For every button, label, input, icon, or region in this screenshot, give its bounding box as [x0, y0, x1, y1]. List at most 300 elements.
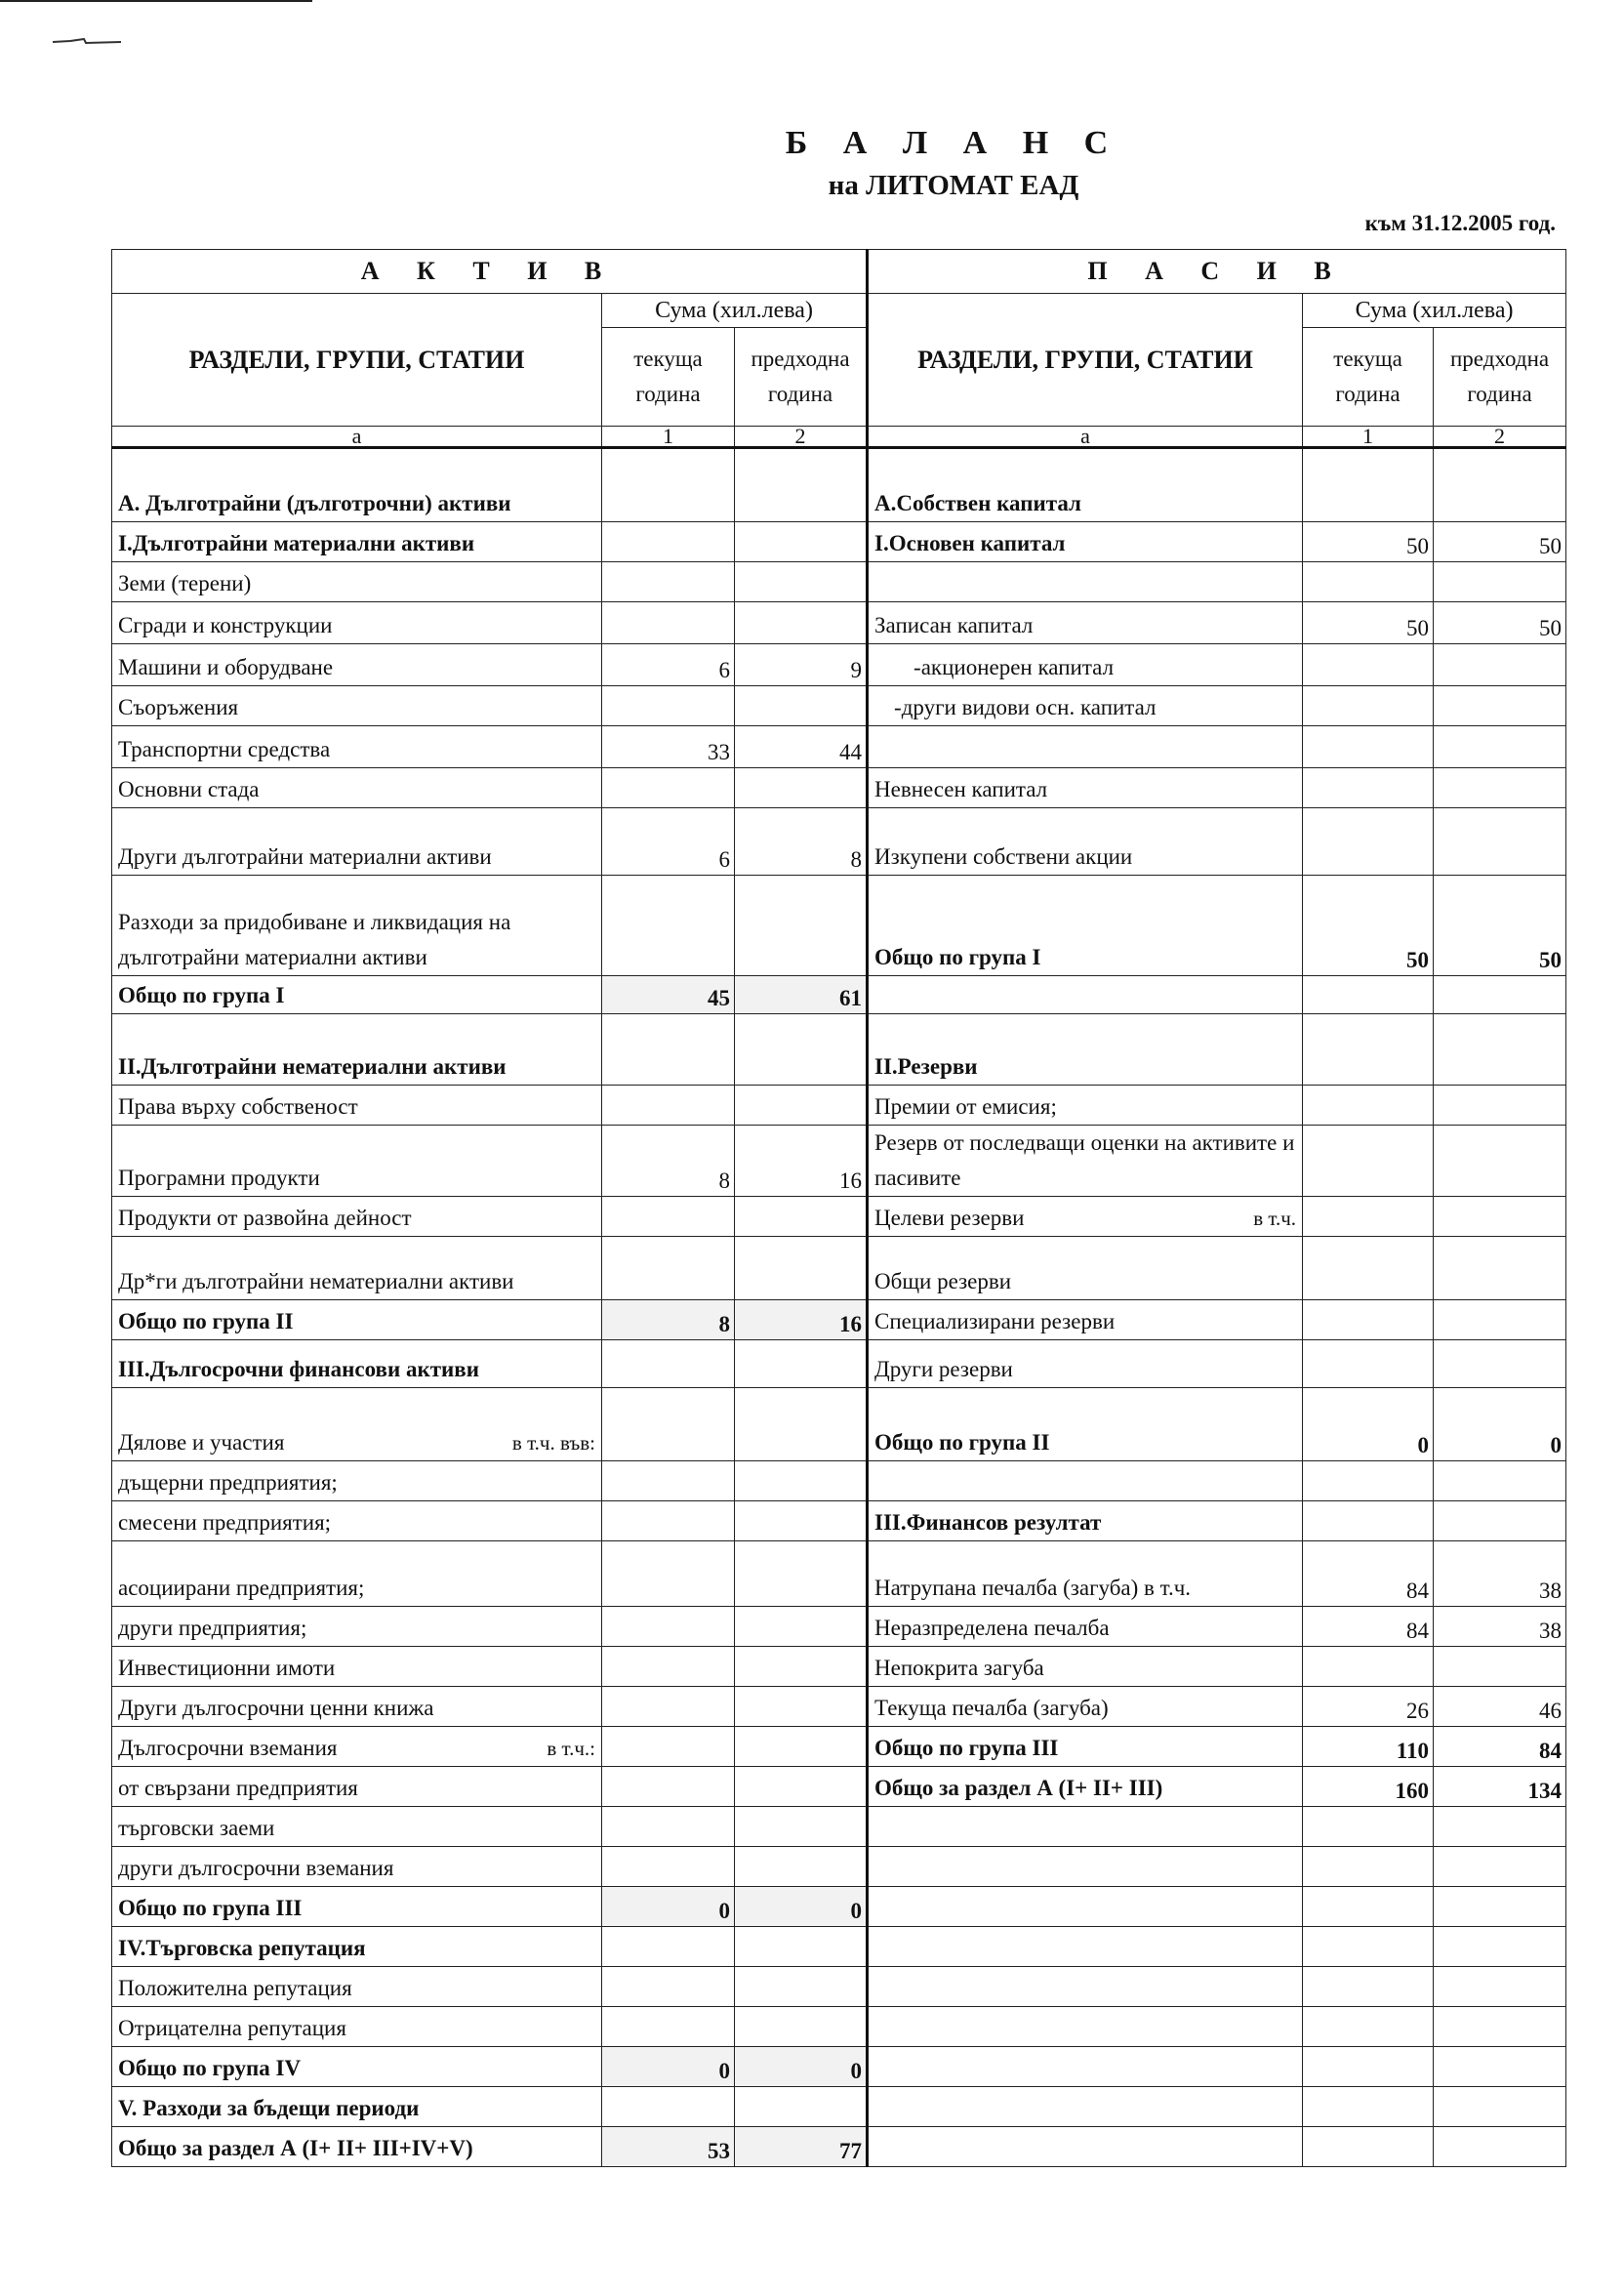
aktiv-previous-value: [735, 1340, 868, 1388]
pasiv-previous-value: [1434, 1501, 1566, 1541]
aktiv-label-text: V. Разходи за бъдещи периоди: [118, 2096, 420, 2120]
aktiv-label-text: Общо за раздел А (I+ II+ III+IV+V): [118, 2136, 473, 2160]
aktiv-label-text: асоциирани предприятия;: [118, 1576, 365, 1600]
aktiv-current-value: [602, 1388, 735, 1461]
pasiv-current-value-text: 0: [1417, 1433, 1430, 1457]
aktiv-current-value: [602, 1847, 735, 1887]
aktiv-current-value: [602, 2087, 735, 2127]
aktiv-previous-value: [735, 522, 868, 562]
aktiv-label-text: I.Дълготрайни материални активи: [118, 531, 475, 555]
pasiv-current-value: [1303, 1237, 1434, 1300]
aktiv-previous-value: [735, 1847, 868, 1887]
aktiv-previous-value: [735, 2127, 868, 2167]
pasiv-previous-value: [1434, 602, 1566, 644]
aktiv-current-value: [602, 686, 735, 726]
pasiv-label: [868, 1847, 1303, 1887]
aktiv-current-value: [602, 1501, 735, 1541]
aktiv-label-text: Други дългосрочни ценни книжа: [118, 1696, 434, 1720]
pasiv-current-value: [1303, 686, 1434, 726]
table-row: [112, 1541, 1566, 1607]
pasiv-current-value-text: 50: [1406, 616, 1430, 640]
pasiv-label-text: -други видови осн. капитал: [894, 695, 1157, 719]
aktiv-previous-value-text: 44: [839, 740, 863, 764]
table-row: [112, 976, 1566, 1014]
aktiv-label-text: II.Дълготрайни нематериални активи: [118, 1054, 507, 1079]
pasiv-current-value: [1303, 1687, 1434, 1727]
pasiv-sections-heading: РАЗДЕЛИ, ГРУПИ, СТАТИИ: [868, 294, 1303, 427]
aktiv-label: [112, 1767, 602, 1807]
aktiv-current-value-text: 6: [718, 847, 730, 872]
table-row: [112, 448, 1566, 522]
aktiv-previous-value: [735, 1541, 868, 1607]
table-row: [112, 726, 1566, 768]
pasiv-previous-value: [1434, 1887, 1566, 1927]
aktiv-previous-value: [735, 1126, 868, 1197]
aktiv-current-value: [602, 1887, 735, 1927]
table-row: [112, 1887, 1566, 1927]
pasiv-label-text: Премии от емисия;: [874, 1094, 1057, 1119]
pasiv-current-value: [1303, 1086, 1434, 1126]
aktiv-current-value: [602, 1237, 735, 1300]
aktiv-label: [112, 1607, 602, 1647]
aktiv-previous-value: [735, 1807, 868, 1847]
pasiv-label: [868, 2047, 1303, 2087]
pasiv-previous-value: [1434, 1687, 1566, 1727]
pasiv-label-text: Общо по група III: [874, 1736, 1059, 1760]
pasiv-label: [868, 2087, 1303, 2127]
aktiv-label: [112, 1847, 602, 1887]
pasiv-previous-year-heading: предходна година: [1434, 328, 1566, 427]
pasiv-current-value: [1303, 1967, 1434, 2007]
pasiv-current-value: [1303, 1197, 1434, 1237]
aktiv-current-value: [602, 644, 735, 686]
aktiv-previous-value: [735, 1197, 868, 1237]
pasiv-label-text: III.Финансов резултат: [874, 1510, 1102, 1535]
aktiv-label: [112, 2007, 602, 2047]
pasiv-previous-value: [1434, 1197, 1566, 1237]
pasiv-label: [868, 1887, 1303, 1927]
pasiv-previous-value: [1434, 522, 1566, 562]
pasiv-previous-value: [1434, 1727, 1566, 1767]
aktiv-label-text: Др*ги дълготрайни нематериални активи: [118, 1269, 514, 1293]
pasiv-previous-value: [1434, 1847, 1566, 1887]
aktiv-previous-value: [735, 1237, 868, 1300]
aktiv-label-text: Сгради и конструкции: [118, 613, 333, 637]
pasiv-label: [868, 522, 1303, 562]
header-row-column-codes: [112, 427, 1566, 448]
pasiv-previous-value: [1434, 1126, 1566, 1197]
aktiv-label-text: IV.Търговска репутация: [118, 1936, 366, 1960]
aktiv-current-value: [602, 602, 735, 644]
table-row: [112, 1340, 1566, 1388]
aktiv-previous-value: [735, 644, 868, 686]
pasiv-previous-value-text: 38: [1539, 1578, 1563, 1603]
pasiv-label: [868, 2007, 1303, 2047]
pasiv-current-value-text: 26: [1406, 1699, 1430, 1723]
aktiv-sections-heading: РАЗДЕЛИ, ГРУПИ, СТАТИИ: [112, 294, 602, 427]
pasiv-label: [868, 644, 1303, 686]
table-row: [112, 1967, 1566, 2007]
aktiv-label-text: Земи (терени): [118, 571, 252, 595]
pasiv-label-text: Общи резерви: [874, 1269, 1012, 1293]
aktiv-current-value-text: 53: [708, 2139, 730, 2163]
pasiv-label-text: Непокрита загуба: [874, 1656, 1044, 1680]
table-row: [112, 808, 1566, 876]
pasiv-label: [868, 1607, 1303, 1647]
pasiv-current-value-text: 50: [1406, 534, 1430, 558]
pasiv-current-value: [1303, 2087, 1434, 2127]
pasiv-current-value: [1303, 1887, 1434, 1927]
pasiv-current-value: [1303, 522, 1434, 562]
pasiv-current-value: [1303, 1388, 1434, 1461]
pasiv-label: [868, 768, 1303, 808]
pasiv-current-value-text: 110: [1396, 1739, 1430, 1763]
aktiv-label-text: Транспортни средства: [118, 737, 331, 761]
pasiv-previous-value: [1434, 726, 1566, 768]
aktiv-previous-value: [735, 1927, 868, 1967]
pasiv-label-text: Текуща печалба (загуба): [874, 1696, 1109, 1720]
pasiv-label-text: Специализирани резерви: [874, 1309, 1116, 1333]
pasiv-label-text: I.Основен капитал: [874, 531, 1066, 555]
table-row: [112, 602, 1566, 644]
aktiv-label: [112, 876, 602, 976]
aktiv-col-2: 2: [735, 427, 868, 448]
aktiv-label-text: А. Дълготрайни (дълготрочни) активи: [118, 491, 511, 515]
pasiv-current-year-heading: текуща година: [1303, 328, 1434, 427]
aktiv-label-text: Основни стада: [118, 777, 260, 801]
pasiv-current-value: [1303, 448, 1434, 522]
aktiv-current-value: [602, 2127, 735, 2167]
aktiv-col-1: 1: [602, 427, 735, 448]
pasiv-previous-value-text: 0: [1550, 1433, 1563, 1457]
pasiv-previous-value: [1434, 2127, 1566, 2167]
table-row: [112, 686, 1566, 726]
pasiv-previous-value: [1434, 2007, 1566, 2047]
aktiv-current-value: [602, 976, 735, 1014]
pasiv-current-value: [1303, 1300, 1434, 1340]
aktiv-label: [112, 1647, 602, 1687]
table-row: [112, 2007, 1566, 2047]
pasiv-label: [868, 1767, 1303, 1807]
pasiv-label: [868, 1388, 1303, 1461]
aktiv-label-text: Дългосрочни вземания: [118, 1736, 338, 1760]
pasiv-previous-value-text: 50: [1539, 534, 1563, 558]
aktiv-label-text: Други дълготрайни материални активи: [118, 844, 492, 869]
table-row: [112, 1727, 1566, 1767]
aktiv-current-value: [602, 1197, 735, 1237]
pasiv-current-value-text: 84: [1406, 1578, 1430, 1603]
aktiv-current-value-text: 0: [718, 2059, 730, 2083]
aktiv-current-value-text: 8: [718, 1168, 730, 1193]
aktiv-current-value-text: 8: [718, 1312, 730, 1336]
pasiv-label: [868, 1967, 1303, 2007]
aktiv-previous-value: [735, 1300, 868, 1340]
pasiv-label-text: Целеви резерви: [874, 1206, 1025, 1230]
pasiv-current-value: [1303, 976, 1434, 1014]
pasiv-label-text: Натрупана печалба (загуба) в т.ч.: [874, 1576, 1192, 1600]
aktiv-previous-value: [735, 1607, 868, 1647]
pasiv-label-text: Невнесен капитал: [874, 777, 1048, 801]
pasiv-current-value: [1303, 2047, 1434, 2087]
aktiv-label-text: Положителна репутация: [118, 1976, 352, 2000]
pasiv-previous-value: [1434, 686, 1566, 726]
pasiv-previous-value: [1434, 808, 1566, 876]
aktiv-label: [112, 1687, 602, 1727]
pasiv-current-value: [1303, 1014, 1434, 1086]
aktiv-heading: А К Т И В: [112, 250, 868, 294]
pasiv-previous-value: [1434, 1607, 1566, 1647]
page-title: Б А Л А Н С: [785, 125, 1122, 161]
aktiv-current-value: [602, 808, 735, 876]
table-row: [112, 1847, 1566, 1887]
table-row: [112, 1767, 1566, 1807]
aktiv-label: [112, 522, 602, 562]
aktiv-label: [112, 1126, 602, 1197]
pasiv-previous-value: [1434, 644, 1566, 686]
pasiv-previous-value: [1434, 1807, 1566, 1847]
pasiv-label-text: А.Собствен капитал: [874, 491, 1081, 515]
aktiv-current-value: [602, 1607, 735, 1647]
table-row: [112, 1014, 1566, 1086]
aktiv-current-value: [602, 768, 735, 808]
aktiv-label-text: от свързани предприятия: [118, 1776, 358, 1800]
pasiv-sum-heading: Сума (хил.лева): [1303, 294, 1566, 328]
aktiv-label: [112, 1541, 602, 1607]
pasiv-current-value: [1303, 726, 1434, 768]
aktiv-current-value: [602, 1086, 735, 1126]
aktiv-label: [112, 602, 602, 644]
pasiv-label: [868, 2127, 1303, 2167]
pasiv-previous-value: [1434, 768, 1566, 808]
aktiv-previous-value: [735, 1501, 868, 1541]
aktiv-label: [112, 1461, 602, 1501]
table-row: [112, 768, 1566, 808]
pasiv-previous-value-text: 50: [1539, 948, 1563, 972]
aktiv-label: [112, 808, 602, 876]
table-row: [112, 522, 1566, 562]
pasiv-current-value: [1303, 1501, 1434, 1541]
aktiv-label: [112, 1501, 602, 1541]
pasiv-label-text: Общо по група II: [874, 1430, 1050, 1455]
pasiv-previous-value: [1434, 1767, 1566, 1807]
pasiv-previous-value: [1434, 1388, 1566, 1461]
pasiv-current-value: [1303, 1461, 1434, 1501]
aktiv-current-value: [602, 562, 735, 602]
aktiv-current-value: [602, 1126, 735, 1197]
pasiv-previous-value: [1434, 1927, 1566, 1967]
pasiv-label: [868, 1300, 1303, 1340]
aktiv-label: [112, 1807, 602, 1847]
aktiv-label-text: търговски заеми: [118, 1816, 275, 1840]
table-row: [112, 1126, 1566, 1197]
pasiv-label-text: Други резерви: [874, 1357, 1013, 1381]
scribble-mark: [51, 37, 123, 47]
pasiv-previous-value: [1434, 1237, 1566, 1300]
aktiv-current-value: [602, 1687, 735, 1727]
aktiv-current-value: [602, 2007, 735, 2047]
aktiv-previous-value-text: 16: [839, 1312, 863, 1336]
aktiv-label: [112, 768, 602, 808]
header-row-main: [112, 250, 1566, 294]
aktiv-current-value: [602, 448, 735, 522]
pasiv-current-value: [1303, 644, 1434, 686]
aktiv-current-value-text: 33: [708, 740, 730, 764]
aktiv-current-value: [602, 876, 735, 976]
aktiv-current-value-text: 0: [718, 1899, 730, 1923]
aktiv-label-text: Отрицателна репутация: [118, 2016, 346, 2040]
pasiv-label: [868, 448, 1303, 522]
pasiv-previous-value-text: 38: [1539, 1619, 1563, 1643]
aktiv-previous-value: [735, 686, 868, 726]
pasiv-label: [868, 876, 1303, 976]
pasiv-current-value: [1303, 1847, 1434, 1887]
pasiv-previous-value: [1434, 1461, 1566, 1501]
aktiv-previous-value: [735, 726, 868, 768]
aktiv-sum-heading: Сума (хил.лева): [602, 294, 868, 328]
aktiv-previous-value-text: 8: [850, 847, 863, 872]
aktiv-current-value: [602, 1927, 735, 1967]
aktiv-previous-value: [735, 1767, 868, 1807]
pasiv-previous-value: [1434, 2047, 1566, 2087]
pasiv-label: [868, 1340, 1303, 1388]
aktiv-current-value: [602, 1340, 735, 1388]
pasiv-label: [868, 1647, 1303, 1687]
pasiv-current-value: [1303, 1126, 1434, 1197]
aktiv-label: [112, 2087, 602, 2127]
pasiv-current-value: [1303, 1927, 1434, 1967]
pasiv-current-value-text: 50: [1406, 948, 1430, 972]
pasiv-previous-value: [1434, 1300, 1566, 1340]
aktiv-previous-value-text: 61: [839, 986, 863, 1010]
aktiv-label: [112, 562, 602, 602]
aktiv-current-value-text: 45: [708, 986, 730, 1010]
table-row: [112, 644, 1566, 686]
company-name: на ЛИТОМАТ ЕАД: [828, 170, 1079, 201]
table-row: [112, 2087, 1566, 2127]
pasiv-current-value: [1303, 1807, 1434, 1847]
aktiv-label: [112, 976, 602, 1014]
pasiv-current-value: [1303, 1647, 1434, 1687]
pasiv-label: [868, 1727, 1303, 1767]
pasiv-label: [868, 1197, 1303, 1237]
aktiv-previous-value: [735, 1086, 868, 1126]
aktiv-label: [112, 726, 602, 768]
aktiv-label: [112, 1300, 602, 1340]
pasiv-label: [868, 1927, 1303, 1967]
pasiv-label-note: в т.ч.: [1253, 1207, 1297, 1230]
aktiv-label-text: III.Дългосрочни финансови активи: [118, 1357, 479, 1381]
pasiv-label: [868, 976, 1303, 1014]
pasiv-label-text: -акционерен капитал: [914, 655, 1115, 679]
aktiv-label-text: Инвестиционни имоти: [118, 1656, 336, 1680]
pasiv-label: [868, 1461, 1303, 1501]
aktiv-previous-value-text: 16: [839, 1168, 863, 1193]
aktiv-current-value: [602, 1647, 735, 1687]
table-row: [112, 1461, 1566, 1501]
aktiv-previous-value: [735, 2087, 868, 2127]
aktiv-previous-value: [735, 602, 868, 644]
pasiv-previous-value: [1434, 1967, 1566, 2007]
aktiv-label: [112, 2127, 602, 2167]
pasiv-current-value: [1303, 1607, 1434, 1647]
pasiv-current-value-text: 84: [1406, 1619, 1430, 1643]
pasiv-previous-value: [1434, 2087, 1566, 2127]
pasiv-col-1: 1: [1303, 427, 1434, 448]
aktiv-current-value: [602, 1541, 735, 1607]
aktiv-current-value: [602, 2047, 735, 2087]
pasiv-label-text: Общо по група I: [874, 945, 1041, 969]
table-row: [112, 1607, 1566, 1647]
pasiv-label: [868, 1014, 1303, 1086]
aktiv-label: [112, 1014, 602, 1086]
pasiv-current-value: [1303, 2007, 1434, 2047]
aktiv-previous-value: [735, 562, 868, 602]
aktiv-previous-value: [735, 1967, 868, 2007]
aktiv-current-value: [602, 522, 735, 562]
top-rule: [0, 0, 312, 2]
pasiv-current-value: [1303, 808, 1434, 876]
aktiv-previous-value-text: 9: [850, 658, 863, 682]
aktiv-previous-value: [735, 1014, 868, 1086]
aktiv-current-year-heading: текуща година: [602, 328, 735, 427]
pasiv-current-value: [1303, 876, 1434, 976]
pasiv-col-2: 2: [1434, 427, 1566, 448]
pasiv-previous-value-text: 84: [1539, 1739, 1563, 1763]
aktiv-previous-value: [735, 876, 868, 976]
aktiv-previous-value: [735, 808, 868, 876]
pasiv-previous-value: [1434, 448, 1566, 522]
aktiv-label: [112, 448, 602, 522]
pasiv-current-value: [1303, 1340, 1434, 1388]
pasiv-label-text: Записан капитал: [874, 613, 1034, 637]
aktiv-label-text: Машини и оборудване: [118, 655, 334, 679]
aktiv-previous-value: [735, 976, 868, 1014]
pasiv-label-text: Резерв от последващи оценки на активите и пасивите: [874, 1130, 1295, 1190]
table-row: [112, 1807, 1566, 1847]
aktiv-label: [112, 1967, 602, 2007]
aktiv-label: [112, 1086, 602, 1126]
aktiv-label: [112, 1927, 602, 1967]
aktiv-label-text: Общо по група I: [118, 983, 285, 1007]
pasiv-heading: П А С И В: [868, 250, 1566, 294]
pasiv-col-a: а: [868, 427, 1303, 448]
aktiv-previous-value: [735, 768, 868, 808]
pasiv-label-text: Изкупени собствени акции: [874, 844, 1133, 869]
aktiv-label-text: дъщерни предприятия;: [118, 1470, 338, 1495]
pasiv-previous-value: [1434, 562, 1566, 602]
aktiv-label-text: Общо по група III: [118, 1896, 303, 1920]
pasiv-current-value: [1303, 562, 1434, 602]
header-row-sum: [112, 294, 1566, 328]
aktiv-label-text: други дългосрочни вземания: [118, 1856, 394, 1880]
pasiv-label: [868, 1237, 1303, 1300]
pasiv-current-value: [1303, 602, 1434, 644]
aktiv-current-value: [602, 1727, 735, 1767]
aktiv-previous-value-text: 0: [850, 2059, 863, 2083]
pasiv-current-value: [1303, 1727, 1434, 1767]
aktiv-label-text: други предприятия;: [118, 1616, 307, 1640]
pasiv-previous-value: [1434, 1086, 1566, 1126]
pasiv-label: [868, 1541, 1303, 1607]
aktiv-current-value: [602, 1767, 735, 1807]
aktiv-previous-value: [735, 1887, 868, 1927]
pasiv-previous-value-text: 46: [1539, 1699, 1563, 1723]
pasiv-previous-value-text: 50: [1539, 616, 1563, 640]
pasiv-current-value: [1303, 1767, 1434, 1807]
pasiv-label: [868, 602, 1303, 644]
aktiv-previous-value: [735, 448, 868, 522]
aktiv-label: [112, 686, 602, 726]
